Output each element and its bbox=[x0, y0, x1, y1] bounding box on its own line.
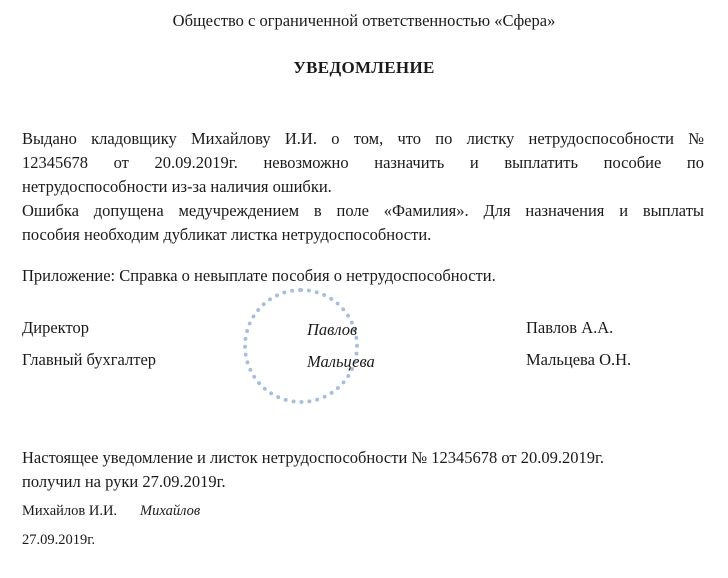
paragraph-1-line-3: нетрудоспособности из-за наличия ошибки. bbox=[22, 177, 332, 196]
paragraph-1-line-1: Выдано кладовщику Михайлову И.И. о том, что по листку нетрудоспособности № bbox=[22, 129, 704, 148]
paragraph-2-line-1: Ошибка допущена медучреждением в поле «Фамилия». Для назначения и выплаты bbox=[22, 201, 704, 220]
notice-paragraph-1 bbox=[22, 127, 704, 199]
recipient-signature: Михайлов bbox=[140, 503, 201, 519]
receipt-line-2: получил на руки 27.09.2019г. bbox=[22, 472, 226, 491]
stamp-seal bbox=[243, 288, 359, 404]
document-title: УВЕДОМЛЕНИЕ bbox=[293, 58, 435, 77]
organization-name: Общество с ограниченной ответственностью «Сфера» bbox=[172, 11, 556, 30]
director-signature: Павлов bbox=[307, 320, 358, 339]
recipient-name: Михайлов И.И. bbox=[22, 503, 118, 519]
receipt-date: 27.09.2019г. bbox=[22, 532, 96, 548]
director-role: Директор bbox=[22, 318, 89, 337]
paragraph-1-line-2: 12345678 от 20.09.2019г. невозможно назначить и выплатить пособие по bbox=[22, 153, 704, 172]
paragraph-2-line-2: пособия необходим дубликат листка нетрудоспособности. bbox=[22, 225, 432, 244]
attachment-line: Приложение: Справка о невыплате пособия о нетрудоспособности. bbox=[22, 266, 496, 285]
director-name: Павлов А.А. bbox=[526, 318, 614, 337]
receipt-line-1: Настоящее уведомление и листок нетрудоспособности № 12345678 от 20.09.2019г. bbox=[22, 448, 605, 467]
notice-paragraph-2 bbox=[22, 199, 704, 247]
accountant-role: Главный бухгалтер bbox=[22, 350, 157, 369]
accountant-name: Мальцева О.Н. bbox=[526, 350, 632, 369]
accountant-signature: Мальцева bbox=[307, 352, 375, 371]
